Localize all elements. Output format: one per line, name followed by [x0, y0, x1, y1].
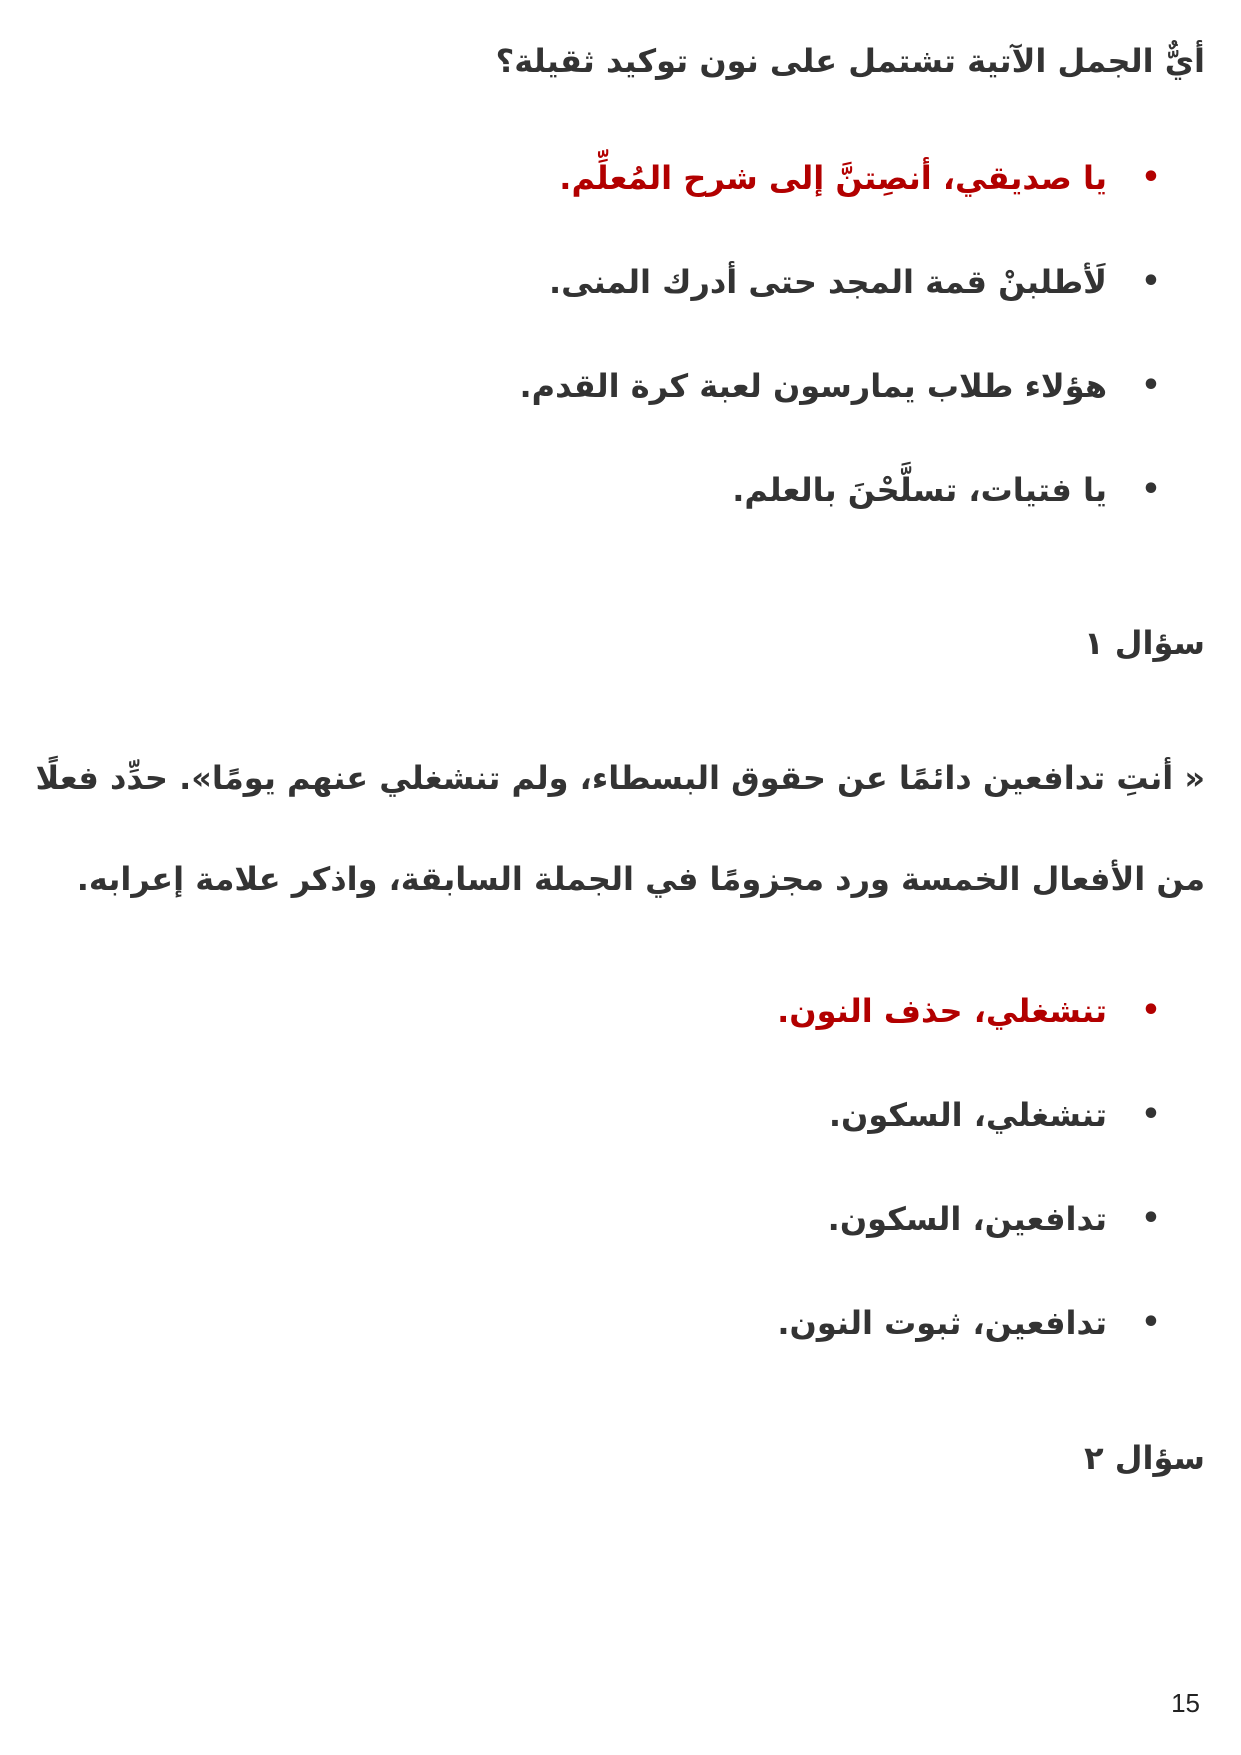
question-1-option-1[interactable] — [60, 152, 1181, 256]
option-text: تدافعين، السكون. — [827, 1200, 1107, 1238]
bullet-icon: • — [1141, 160, 1161, 195]
option-text: هؤلاء طلاب يمارسون لعبة كرة القدم. — [519, 367, 1107, 405]
bullet-icon: • — [1141, 368, 1161, 403]
option-text: تدافعين، ثبوت النون. — [777, 1304, 1107, 1342]
question-1-options — [60, 152, 1181, 568]
bullet-icon: • — [1141, 264, 1161, 299]
question-2-options — [60, 985, 1181, 1401]
question-2-option-4[interactable] — [60, 1297, 1181, 1401]
question-1-option-3[interactable] — [60, 360, 1181, 464]
option-text: لَأطلبنْ قمة المجد حتى أدرك المنى. — [548, 263, 1107, 301]
question-1-prompt: أيٌّ الجمل الآتية تشتمل على نون توكيد ثقيلة؟ — [495, 42, 1205, 80]
question-2-prompt-line-2: من الأفعال الخمسة ورد مجزومًا في الجملة السابقة، واذكر علامة إعرابه. — [76, 860, 1205, 898]
option-text: تنشغلي، السكون. — [828, 1096, 1107, 1134]
bullet-icon: • — [1141, 1201, 1161, 1236]
option-text: يا صديقي، أنصِتنَّ إلى شرح المُعلِّم. — [559, 159, 1107, 197]
question-1-option-2[interactable] — [60, 256, 1181, 360]
bullet-icon: • — [1141, 472, 1161, 507]
question-2-option-1[interactable] — [60, 985, 1181, 1089]
bullet-icon: • — [1141, 1097, 1161, 1132]
option-text: تنشغلي، حذف النون. — [777, 992, 1107, 1030]
question-1-option-4[interactable] — [60, 464, 1181, 568]
bullet-icon: • — [1141, 1305, 1161, 1340]
option-text: يا فتيات، تسلَّحْنَ بالعلم. — [732, 471, 1107, 509]
page-number: 15 — [1171, 1688, 1200, 1718]
question-2-prompt-line-1: « أنتِ تدافعين دائمًا عن حقوق البسطاء، ولم تنشغلي عنهم يومًا». حدِّد فعلًا — [35, 759, 1205, 797]
question-2-label: سؤال ٢ — [1084, 1439, 1205, 1477]
question-1-label: سؤال ١ — [1084, 624, 1205, 662]
question-2-option-3[interactable] — [60, 1193, 1181, 1297]
question-2-option-2[interactable] — [60, 1089, 1181, 1193]
bullet-icon: • — [1141, 993, 1161, 1028]
